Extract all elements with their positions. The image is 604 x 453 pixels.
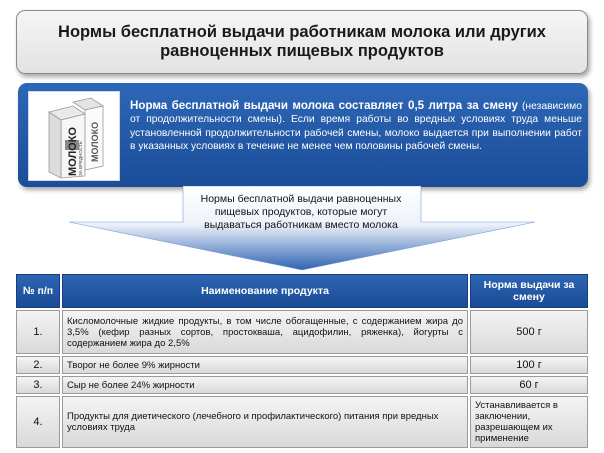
substitute-products-callout: Нормы бесплатной выдачи равноценных пищевых продуктов, которые могут выдаваться работникам вместо молока [200,193,402,231]
carton-word-2: МОЛОКО [90,121,100,162]
header-product: Наименование продукта [62,274,468,308]
milk-norm-panel [18,83,588,187]
header-num: № п/п [16,274,60,308]
row-norm: 500 г [470,310,588,354]
carton-subtitle: ЗА ВРЕДНОСТЬ [78,141,83,176]
row-product: Кисломолочные жидкие продукты, в том числе обогащенные, с содержанием жира до 3,5% (кефир разных сортов, простокваша, ацидофилин, ряженка), йогурты с содержанием жира до 2,5% [62,310,468,354]
title-box [16,10,588,74]
row-product: Сыр не более 24% жирности [62,376,468,394]
row-num: 1. [16,310,60,354]
row-num: 3. [16,376,60,394]
row-norm: Устанавливается в заключении, разрешающем их применение [470,396,588,448]
table-row [16,356,588,374]
header-norm: Норма выдачи за смену [470,274,588,308]
table-row [16,396,588,448]
milk-carton-icon [28,91,120,181]
norms-table [14,272,590,450]
row-product: Творог не более 9% жирности [62,356,468,374]
carton-word: МОЛОКО [67,127,79,176]
row-norm: 100 г [470,356,588,374]
page-title: Нормы бесплатной выдачи работникам молока или других равноценных пищевых продуктов [58,23,546,60]
milk-norm-text [130,99,582,154]
row-product: Продукты для диетического (лечебного и профилактического) питания при вредных условиях труда [62,396,468,448]
row-num: 4. [16,396,60,448]
table-header-row [16,274,588,308]
milk-norm-lead: Норма бесплатной выдачи молока составляет 0,5 литра за смену [130,99,518,112]
milk-norm-body: (независимо от продолжительности смены). Если время работы во вредных условиях труда меньше установленной продолжительности рабочей смены, молоко выдается при выполнении работ в указанных условиях в течение не менее чем половины рабочей смены. [130,101,582,153]
table-row [16,376,588,394]
row-norm: 60 г [470,376,588,394]
table-row [16,310,588,354]
row-num: 2. [16,356,60,374]
